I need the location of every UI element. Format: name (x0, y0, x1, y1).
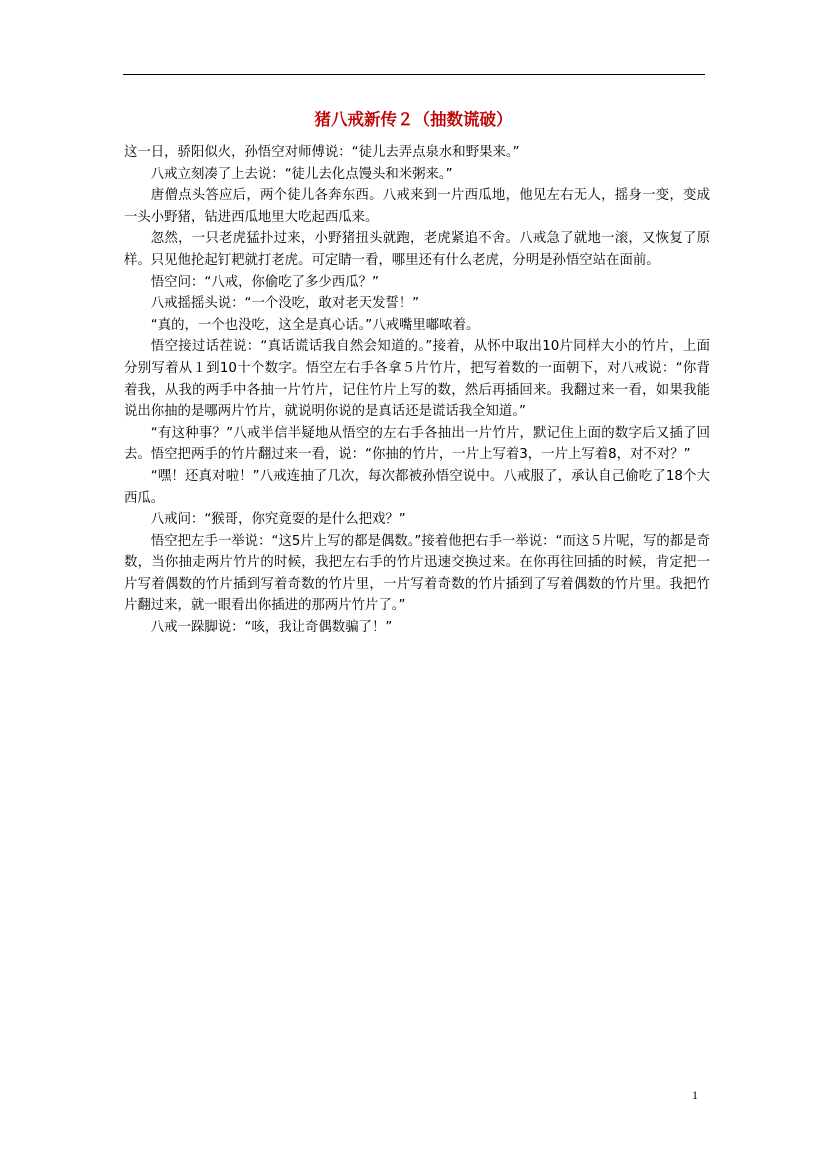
paragraph: 这一日，骄阳似火，孙悟空对师傅说：“徒儿去弄点泉水和野果来。” (124, 145, 520, 160)
page-number: 1 (692, 1088, 698, 1102)
paragraph: 悟空接过话茬说：“真话谎话我自然会知道的。”接着，从怀中取出10片同样大小的竹片，上面分别写着从１到10十个数字。悟空左右手各拿５片竹片，把写着数的一面朝下，对八戒说：“你背着我，从我的两手中各抽一片竹片，记住竹片上写的数，然后再插回来。我翻过来一看，如果我能说出你抽的是哪两片竹片，就说明你说的是真话还是谎话我全知道。” (124, 339, 710, 420)
paragraph: 悟空问：“八戒，你偷吃了多少西瓜？” (150, 274, 379, 290)
paragraph: 八戒问：“猴哥，你究竟耍的是什么把戏？” (150, 512, 406, 528)
paragraph: “真的，一个也没吃，这全是真心话。”八戒嘴里嘟哝着。 (150, 317, 480, 333)
paragraph: 唐僧点头答应后，两个徒儿各奔东西。八戒来到一片西瓜地，他见左右无人，摇身一变，变成一头小野猪，钻进西瓜地里大吃起西瓜来。 (124, 188, 710, 225)
header-rule (123, 74, 705, 75)
paragraph: “嘿！还真对啦！”八戒连抽了几次，每次都被孙悟空说中。八戒服了，承认自己偷吃了18个大西瓜。 (124, 468, 710, 506)
document-title: 猪八戒新传２（抽数谎破） (314, 110, 513, 129)
paragraph: 八戒立刻凑了上去说：“徒儿去化点馒头和米粥来。” (150, 166, 453, 182)
paragraph: 忽然，一只老虎猛扑过来，小野猪扭头就跑，老虎紧追不舍。八戒急了就地一滚，又恢复了原样。只见他抡起钉耙就打老虎。可定睛一看，哪里还有什么老虎，分明是孙悟空站在面前。 (124, 231, 710, 268)
document-body (124, 142, 710, 639)
paragraph: “有这种事？”八戒半信半疑地从悟空的左右手各抽出一片竹片，默记住上面的数字后又插了回去。悟空把两手的竹片翻过来一看，说：“你抽的竹片，一片上写着3，一片上写着8，对不对？” (124, 425, 710, 463)
paragraph: 悟空把左手一举说：“这5片上写的都是偶数。”接着他把右手一举说：“而这５片呢，写的都是奇数，当你抽走两片竹片的时候，我把左右手的竹片迅速交换过来。在你再往回插的时候，肯定把一片写着偶数的竹片插到写着奇数的竹片里，一片写着奇数的竹片插到了写着偶数的竹片里。我把竹片翻过来，就一眼看出你插进的那两片竹片了。” (124, 533, 710, 614)
paragraph: 八戒一跺脚说：“咳，我让奇偶数骗了！” (150, 620, 393, 636)
paragraph: 八戒摇摇头说：“一个没吃，敢对老天发誓！” (150, 296, 420, 312)
